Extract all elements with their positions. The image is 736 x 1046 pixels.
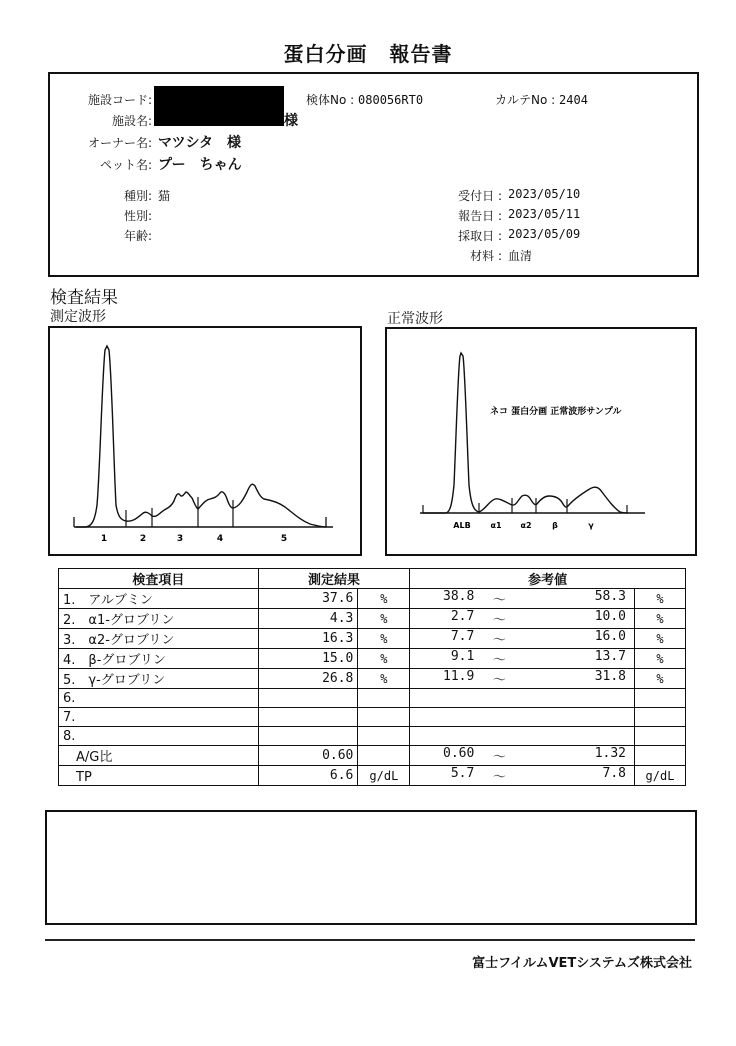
fraction-label-1: 1 (100, 534, 108, 544)
facility-name-label: 施設名: (111, 114, 152, 128)
measured-waveform-chart (48, 326, 362, 556)
reference-unit (635, 708, 686, 727)
result-value: 6.6 (258, 766, 358, 786)
result-unit: % (358, 649, 410, 669)
result-value (258, 708, 358, 727)
species-value: 猫 (158, 189, 171, 203)
collection-date-value: 2023/05/09 (508, 227, 581, 241)
table-row (59, 689, 686, 708)
reference-range: 2.7 ～ 10.0 (410, 609, 635, 629)
normal-waveform-label: 正常波形 (387, 311, 443, 327)
result-value: 26.8 (258, 669, 358, 689)
result-unit: % (358, 629, 410, 649)
item-name: 5. γ-グロブリン (59, 669, 259, 689)
reference-unit: % (635, 609, 686, 629)
collection-date-label: 採取日 : (458, 229, 502, 243)
fraction-label-beta: β (552, 521, 558, 530)
footer-divider (45, 939, 695, 941)
result-unit (358, 746, 410, 766)
reference-unit: % (635, 669, 686, 689)
fraction-label-alpha1: α1 (490, 521, 502, 530)
table-row (59, 629, 686, 649)
fraction-label-5: 5 (280, 534, 288, 544)
normal-waveform-svg (387, 329, 695, 554)
sex-label: 性別: (123, 209, 152, 223)
owner-name-label: オーナー名: (87, 136, 152, 150)
result-value: 0.60 (258, 746, 358, 766)
result-unit (358, 689, 410, 708)
results-table (58, 568, 686, 786)
received-date-value: 2023/05/10 (508, 187, 581, 201)
title-part-1: 蛋白分画 (283, 42, 368, 66)
pet-name-label: ペット名: (99, 158, 152, 172)
item-name: 2. α1-グロブリン (59, 609, 259, 629)
reference-unit: % (635, 629, 686, 649)
table-row (59, 708, 686, 727)
reference-unit: % (635, 589, 686, 609)
header-item: 検査項目 (59, 569, 259, 589)
result-value: 4.3 (258, 609, 358, 629)
result-unit (358, 727, 410, 746)
table-row (59, 609, 686, 629)
material-label: 材料 : (470, 249, 502, 263)
measured-waveform-svg (50, 328, 360, 554)
reference-unit: % (635, 649, 686, 669)
material-value: 血清 (508, 249, 533, 263)
normal-sample-annotation: ネコ 蛋白分画 正常波形サンプル (490, 407, 622, 417)
title-part-2: 報告書 (389, 42, 453, 66)
reference-range (410, 689, 635, 708)
header-reference: 参考値 (410, 569, 686, 589)
reference-unit (635, 689, 686, 708)
item-name: TP (59, 766, 259, 786)
facility-code-label: 施設コード: (87, 93, 152, 107)
item-name: 6. (59, 689, 259, 708)
reference-range: 0.60 ～ 1.32 (410, 746, 635, 766)
reference-unit: g/dL (635, 766, 686, 786)
reference-range: 38.8 ～ 58.3 (410, 589, 635, 609)
fraction-label-alb: ALB (453, 521, 471, 530)
table-row (59, 589, 686, 609)
reference-unit (635, 746, 686, 766)
page-title (0, 38, 736, 67)
species-label: 種別: (123, 189, 152, 203)
report-date-value: 2023/05/11 (508, 207, 581, 221)
table-header-row (59, 569, 686, 589)
reference-range: 9.1 ～ 13.7 (410, 649, 635, 669)
owner-name-value: マツシタ 様 (158, 135, 242, 151)
fraction-label-alpha2: α2 (520, 521, 532, 530)
table-row (59, 746, 686, 766)
result-value: 15.0 (258, 649, 358, 669)
item-name: 1. アルブミン (59, 589, 259, 609)
fraction-label-gamma: γ (588, 521, 594, 530)
result-value: 16.3 (258, 629, 358, 649)
sample-no: 検体No : 080056RT0 (306, 93, 424, 107)
reference-range: 11.9 ～ 31.8 (410, 669, 635, 689)
result-unit: % (358, 609, 410, 629)
results-heading: 検査結果 (50, 288, 118, 308)
item-name: 7. (59, 708, 259, 727)
measured-waveform-label: 測定波形 (50, 309, 106, 325)
pet-name-value: プー ちゃん (158, 157, 242, 173)
reference-range (410, 708, 635, 727)
report-date-label: 報告日 : (458, 209, 502, 223)
table-row (59, 766, 686, 786)
result-value (258, 727, 358, 746)
fraction-label-4: 4 (216, 534, 224, 544)
reference-range (410, 727, 635, 746)
comment-box (45, 810, 697, 925)
fraction-label-3: 3 (176, 534, 184, 544)
item-name: A/G比 (59, 746, 259, 766)
received-date-label: 受付日 : (458, 189, 502, 203)
item-name: 8. (59, 727, 259, 746)
table-row (59, 727, 686, 746)
facility-name-suffix: 様 (284, 113, 298, 129)
normal-waveform-chart (385, 327, 697, 556)
table-row (59, 669, 686, 689)
result-value: 37.6 (258, 589, 358, 609)
header-result: 測定結果 (258, 569, 410, 589)
item-name: 3. α2-グロブリン (59, 629, 259, 649)
result-unit (358, 708, 410, 727)
reference-unit (635, 727, 686, 746)
chart-no: カルテNo : 2404 (495, 93, 588, 107)
age-label: 年齢: (123, 229, 152, 243)
item-name: 4. β-グロブリン (59, 649, 259, 669)
result-unit: % (358, 589, 410, 609)
facility-redaction (154, 86, 284, 126)
fraction-label-2: 2 (139, 534, 147, 544)
result-value (258, 689, 358, 708)
result-unit: g/dL (358, 766, 410, 786)
result-unit: % (358, 669, 410, 689)
reference-range: 5.7 ～ 7.8 (410, 766, 635, 786)
table-row (59, 649, 686, 669)
reference-range: 7.7 ～ 16.0 (410, 629, 635, 649)
company-name: 富士フイルムVETシステムズ株式会社 (472, 956, 692, 971)
